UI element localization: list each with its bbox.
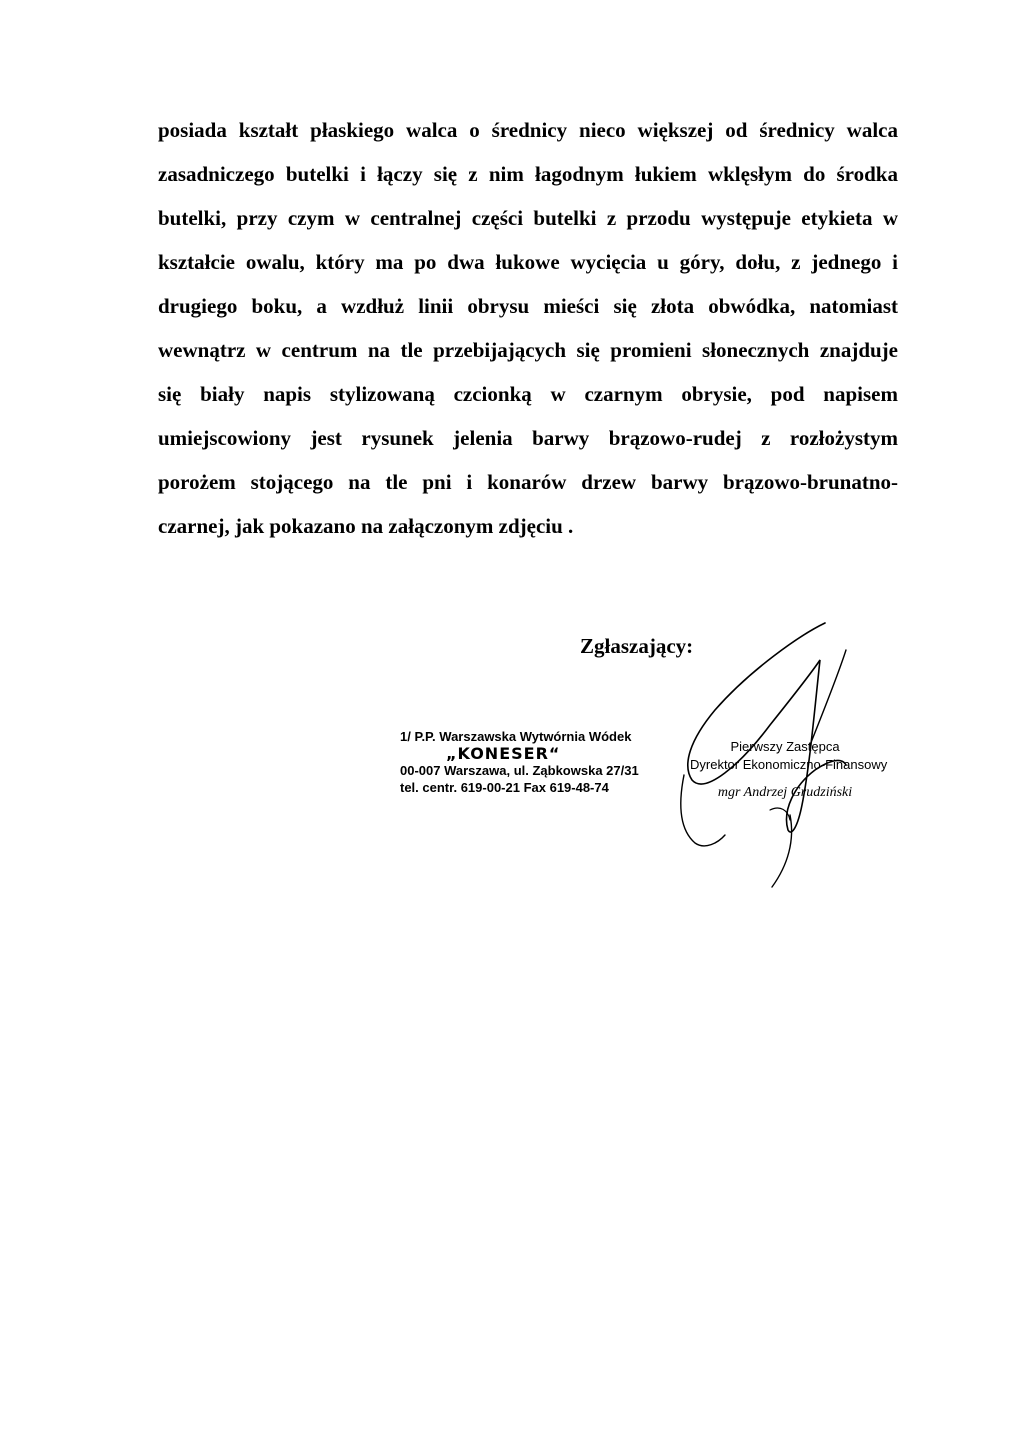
- body-line-3: butelki, przy czym w centralnej części butelki z przodu występuje etykieta w: [158, 206, 898, 230]
- body-line-5: drugiego boku, a wzdłuż linii obrysu mieści się złota obwódka, natomiast: [158, 294, 898, 318]
- company-stamp: [400, 728, 660, 796]
- signatory-stamp-line3: mgr Andrzej Grudziński: [717, 785, 853, 800]
- body-line-10: czarnej, jak pokazano na załączonym zdjęciu .: [158, 514, 574, 538]
- body-line-8: umiejscowiony jest rysunek jelenia barwy brązowo-rudej z rozłożystym: [158, 426, 898, 450]
- signatory-stamp-line1: Pierwszy Zastępca: [730, 739, 840, 754]
- signatory-stamp-line2: Dyrektor Ekonomiczno-Finansowy: [690, 757, 888, 772]
- company-stamp-name: „KONESER“: [446, 744, 561, 763]
- body-line-2: zasadniczego butelki i łączy się z nim łagodnym łukiem wklęsłym do środka: [158, 162, 898, 186]
- company-stamp-address: 00-007 Warszawa, ul. Ząbkowska 27/31: [400, 763, 639, 778]
- body-line-6: wewnątrz w centrum na tle przebijających się promieni słonecznych znajduje: [158, 338, 898, 362]
- body-paragraph: [158, 108, 898, 548]
- company-stamp-phone: tel. centr. 619-00-21 Fax 619-48-74: [400, 780, 609, 795]
- body-line-1: posiada kształt płaskiego walca o średnicy nieco większej od średnicy walca: [158, 118, 898, 142]
- body-line-9: porożem stojącego na tle pni i konarów drzew barwy brązowo-brunatno-: [158, 470, 898, 494]
- applicant-label: Zgłaszający:: [580, 634, 694, 658]
- handwritten-signature: [670, 615, 910, 895]
- company-stamp-line1: 1/ P.P. Warszawska Wytwórnia Wódek: [400, 729, 632, 744]
- body-line-7: się biały napis stylizowaną czcionką w czarnym obrysie, pod napisem: [158, 382, 898, 406]
- body-line-4: kształcie owalu, który ma po dwa łukowe wycięcia u góry, dołu, z jednego i: [158, 250, 898, 274]
